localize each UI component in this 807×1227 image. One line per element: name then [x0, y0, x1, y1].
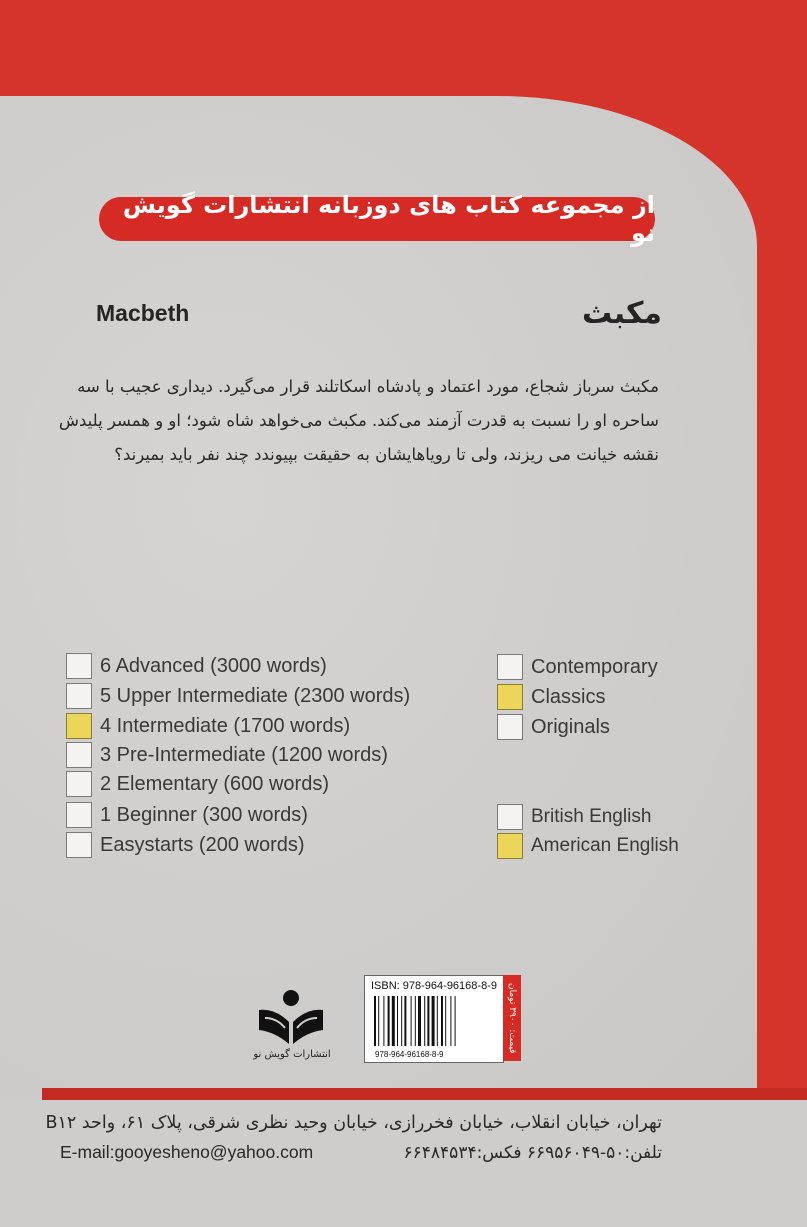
isbn-digits: 978-964-96168-8-9 — [375, 1050, 444, 1059]
publisher-address: تهران، خیابان انقلاب، خیابان فخررازی، خیابان وحید نظری شرقی، پلاک ۶۱، واحد B۱۲ — [45, 1113, 662, 1133]
category-label: Contemporary — [531, 655, 658, 678]
checkbox — [66, 771, 92, 797]
barcode-stripe — [432, 996, 435, 1046]
barcode-stripe — [415, 996, 416, 1046]
level-item — [66, 800, 308, 830]
checkbox — [66, 832, 92, 858]
publisher-logo-icon — [255, 988, 327, 1050]
level-label: 3 Pre-Intermediate (1200 words) — [100, 743, 388, 766]
checkbox — [497, 684, 523, 710]
synopsis-line: مکبث سرباز شجاع، مورد اعتماد و پادشاه اسکاتلند قرار می‌گیرد. دیداری عجیب با سه — [77, 377, 659, 396]
level-item — [66, 769, 329, 799]
publisher-logo-caption: انتشارات گویش نو — [253, 1049, 331, 1060]
barcode-stripe — [404, 996, 406, 1046]
level-label: 6 Advanced (3000 words) — [100, 654, 327, 677]
barcode-stripe — [401, 996, 402, 1046]
level-label: 2 Elementary (600 words) — [100, 772, 329, 795]
checkbox — [497, 833, 523, 859]
level-item — [66, 651, 327, 681]
footer-divider — [42, 1088, 807, 1100]
category-item — [497, 652, 658, 682]
checkbox — [66, 742, 92, 768]
level-label: 4 Intermediate (1700 words) — [100, 714, 351, 737]
checkbox — [66, 683, 92, 709]
category-label: Originals — [531, 715, 610, 738]
category-label: Classics — [531, 685, 606, 708]
publisher-phone-fax: تلفن:۵۰-۶۶۹۵۶۰۴۹ فکس:۶۶۴۸۴۵۳۴ — [403, 1143, 662, 1163]
isbn-label: ISBN: 978-964-96168-8-9 — [371, 980, 497, 992]
barcode-bars — [372, 996, 496, 1046]
level-item — [66, 711, 350, 741]
checkbox — [497, 804, 523, 830]
barcode-stripe — [450, 996, 451, 1046]
synopsis — [58, 370, 659, 472]
publisher-email: E-mail:gooyesheno@yahoo.com — [60, 1142, 314, 1162]
category-item — [497, 682, 605, 712]
checkbox — [497, 714, 523, 740]
barcode-stripe — [437, 996, 438, 1046]
barcode-stripe — [411, 996, 412, 1046]
english-variant-label: American English — [531, 835, 679, 856]
level-item — [66, 740, 388, 770]
barcode — [364, 975, 504, 1063]
level-label: 1 Beginner (300 words) — [100, 803, 308, 826]
barcode-stripe — [392, 996, 395, 1046]
series-banner: از مجموعه کتاب های دوزبانه انتشارات گویش نو — [99, 197, 655, 241]
level-label: 5 Upper Intermediate (2300 words) — [100, 684, 411, 707]
barcode-stripe — [388, 996, 390, 1046]
checkbox — [66, 802, 92, 828]
barcode-stripe — [424, 996, 425, 1046]
synopsis-line: ساحره او را نسبت به قدرت آزمند می‌کند. مکبث می‌خواهد شاه شود؛ او و همسر پلیدش — [58, 411, 659, 430]
english-variant-item — [497, 802, 651, 832]
barcode-stripe — [455, 996, 456, 1046]
checkbox — [497, 654, 523, 680]
barcode-stripe — [397, 996, 398, 1046]
category-item — [497, 712, 610, 742]
english-variant-label: British English — [531, 806, 652, 827]
title-persian: مکبث — [581, 296, 662, 331]
level-item — [66, 830, 305, 860]
checkbox — [66, 713, 92, 739]
synopsis-line: نقشه خیانت می ریزند، ولی تا رویاهایشان به حقیقت بپیوندد چند نفر باید بمیرند؟ — [114, 445, 659, 464]
barcode-stripe — [427, 996, 429, 1046]
level-item — [66, 681, 410, 711]
barcode-stripe — [441, 996, 443, 1046]
barcode-stripe — [445, 996, 446, 1046]
barcode-stripe — [378, 996, 379, 1046]
title-english: Macbeth — [96, 300, 190, 326]
barcode-stripe — [383, 996, 384, 1046]
barcode-stripe — [374, 996, 376, 1046]
barcode-stripe — [418, 996, 421, 1046]
english-variant-item — [497, 831, 679, 861]
checkbox — [66, 653, 92, 679]
price-tag: قیمت: ۳۹۰۰ تومان — [503, 975, 521, 1061]
level-label: Easystarts (200 words) — [100, 833, 305, 856]
